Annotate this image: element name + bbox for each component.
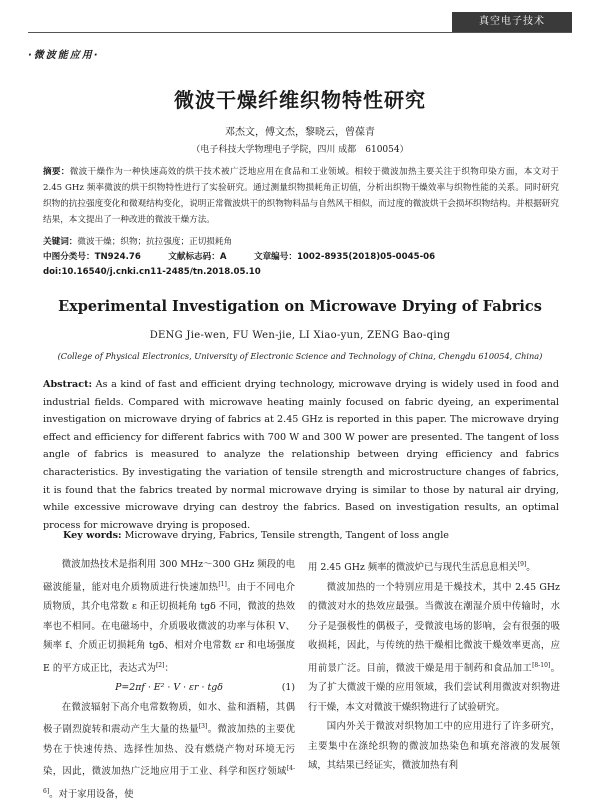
- title-chinese: 微波干燥纤维织物特性研究: [174, 88, 426, 112]
- keywords-english: [63, 530, 559, 541]
- abstract-english-text: As a kind of fast and efficient drying technology, microwave drying is widely used in food and industrial fields. Compared with microwave heating mainly focused on fabric dyeing, an experimental investigation on microwave drying of fabrics at 2.45 GHz is reported in this paper. The microwave drying effect and efficiency for different fabrics with 700 W and 300 W power are presented. The tangent of loss angle of fabrics is measured to analyze the relationship between drying efficiency and fabrics characteristics. By investigating the variation of tensile strength and microstructure changes of fabrics, it is found that the fabrics treated by normal microwave drying is similar to those by natural air drying, while excessive microwave drying can destroy the fabrics. Based on investigation results, an optimal process for microwave drying is proposed.: [43, 379, 559, 531]
- body-paragraph: 微波加热技术是指利用 300 MHz～300 GHz 频段的电磁波能量，能对电介质物质进行快速加热[1]。由于不同电介质物质，其介电常数 ε 和正切损耗角 tgδ 不同，微波的热效率也不相同。在电磁场中，介质吸收微波的功率与体积 V、频率 f、介质正切损耗角 tgδ、相对介电常数 εr 和电场强度 E 的平方成正比，表达式为[2]：: [43, 559, 295, 674]
- body-column-right: [308, 555, 560, 776]
- doi: doi:10.16540/j.cnki.cn11-2485/tn.2018.05.10: [43, 267, 261, 277]
- affiliation-english: (College of Physical Electronics, University of Electronic Science and Technology of China, Chengdu 610054, China): [57, 351, 543, 361]
- article-number-label: 文章编号：: [253, 252, 297, 262]
- header-rule: [28, 32, 572, 33]
- clc-value: TN924.76: [94, 252, 141, 262]
- clc-label: 中图分类号：: [43, 252, 95, 262]
- body-column-left: [43, 555, 295, 805]
- doc-code-label: 文献标志码：: [168, 252, 220, 262]
- equation-number: (1): [281, 682, 295, 694]
- journal-name-banner: 真空电子技术: [452, 12, 572, 32]
- keywords-english-text: Microwave drying, Fabrics, Tensile strength, Tangent of loss angle: [124, 530, 449, 541]
- title-english: Experimental Investigation on Microwave Drying of Fabrics: [58, 298, 542, 315]
- authors-chinese: 邓杰文，傅文杰，黎晓云，曾葆青: [225, 127, 375, 138]
- article-number-value: 1002-8935(2018)05-0045-06: [296, 252, 436, 262]
- keywords-chinese: [43, 236, 559, 248]
- abstract-chinese: [43, 164, 559, 228]
- keywords-chinese-label: 关键词：: [43, 237, 78, 247]
- abstract-english: [43, 376, 559, 534]
- body-paragraph: 用 2.45 GHz 频率的微波炉已与现代生活息息相关[9]。: [308, 561, 536, 574]
- authors-english: DENG Jie-wen, FU Wen-jie, LI Xiao-yun, ZENG Bao-qing: [149, 330, 451, 341]
- keywords-chinese-text: 微波干燥；织物；抗拉强度；正切损耗角: [77, 237, 233, 247]
- body-paragraph: 国内外关于微波对织物加工中的应用进行了许多研究，主要集中在涤纶织物的微波加热染色和填充溶液的发展领域，其结果已经证实，微波加热有利: [308, 721, 560, 772]
- abstract-chinese-text: 微波干燥作为一种快速高效的烘干技术被广泛地应用在食品和工业领域。相较于微波加热主要关注于织物印染方面，本文对于 2.45 GHz 频率微波的烘干织物特性进行了实验研究。通过测量织物损耗角正切值，分析出织物干燥效率与织物性能的关系。同时研究织物的抗拉强度变化和微观结构变化，说明正常微波烘干的织物物料品与自然风干相似，而过度的微波烘干会损坏织物结构。并根据研究结果，本文提出了一种改进的微波干燥方法。: [43, 167, 559, 225]
- doc-code-value: A: [219, 252, 227, 262]
- equation-text: P=2πf · E² · V · εr · tgδ: [115, 682, 223, 694]
- classification-line: [43, 251, 559, 263]
- keywords-english-label: Key words:: [63, 530, 122, 541]
- section-label: ·微波能应用·: [28, 50, 100, 61]
- body-paragraph: 微波加热的一个特别应用是干燥技术，其中 2.45 GHz 的微波对水的热效应最强。当微波在潮湿介质中传输时，水分子是强极性的偶极子，受微波电场的影响，会有很强的吸收损耗，因此，与传统的热干燥相比微波干燥效率更高，应用前景广泛。目前，微波干燥是用于制药和食品加工[8-10]。为了扩大微波干燥的应用领域，我们尝试利用微波对织物进行干燥，本文对微波干燥织物进行了试验研究。: [308, 581, 560, 713]
- affiliation-chinese: （电子科技大学物理电子学院，四川 成都 610054）: [191, 145, 409, 155]
- equation-1: [43, 678, 295, 698]
- abstract-english-label: Abstract:: [43, 379, 93, 390]
- body-paragraph: 在微波辐射下高介电常数物质，如水、盐和酒精，其偶极子剧烈旋转和震动产生大量的热量[3]。微波加热的主要优势在于快速传热、选择性加热、没有燃烧产物对环境无污染，因此，微波加热广泛地应用于工业、科学和医疗领域[4-6]。对于家用设备，使: [43, 701, 295, 801]
- abstract-chinese-label: 摘要：: [43, 167, 70, 177]
